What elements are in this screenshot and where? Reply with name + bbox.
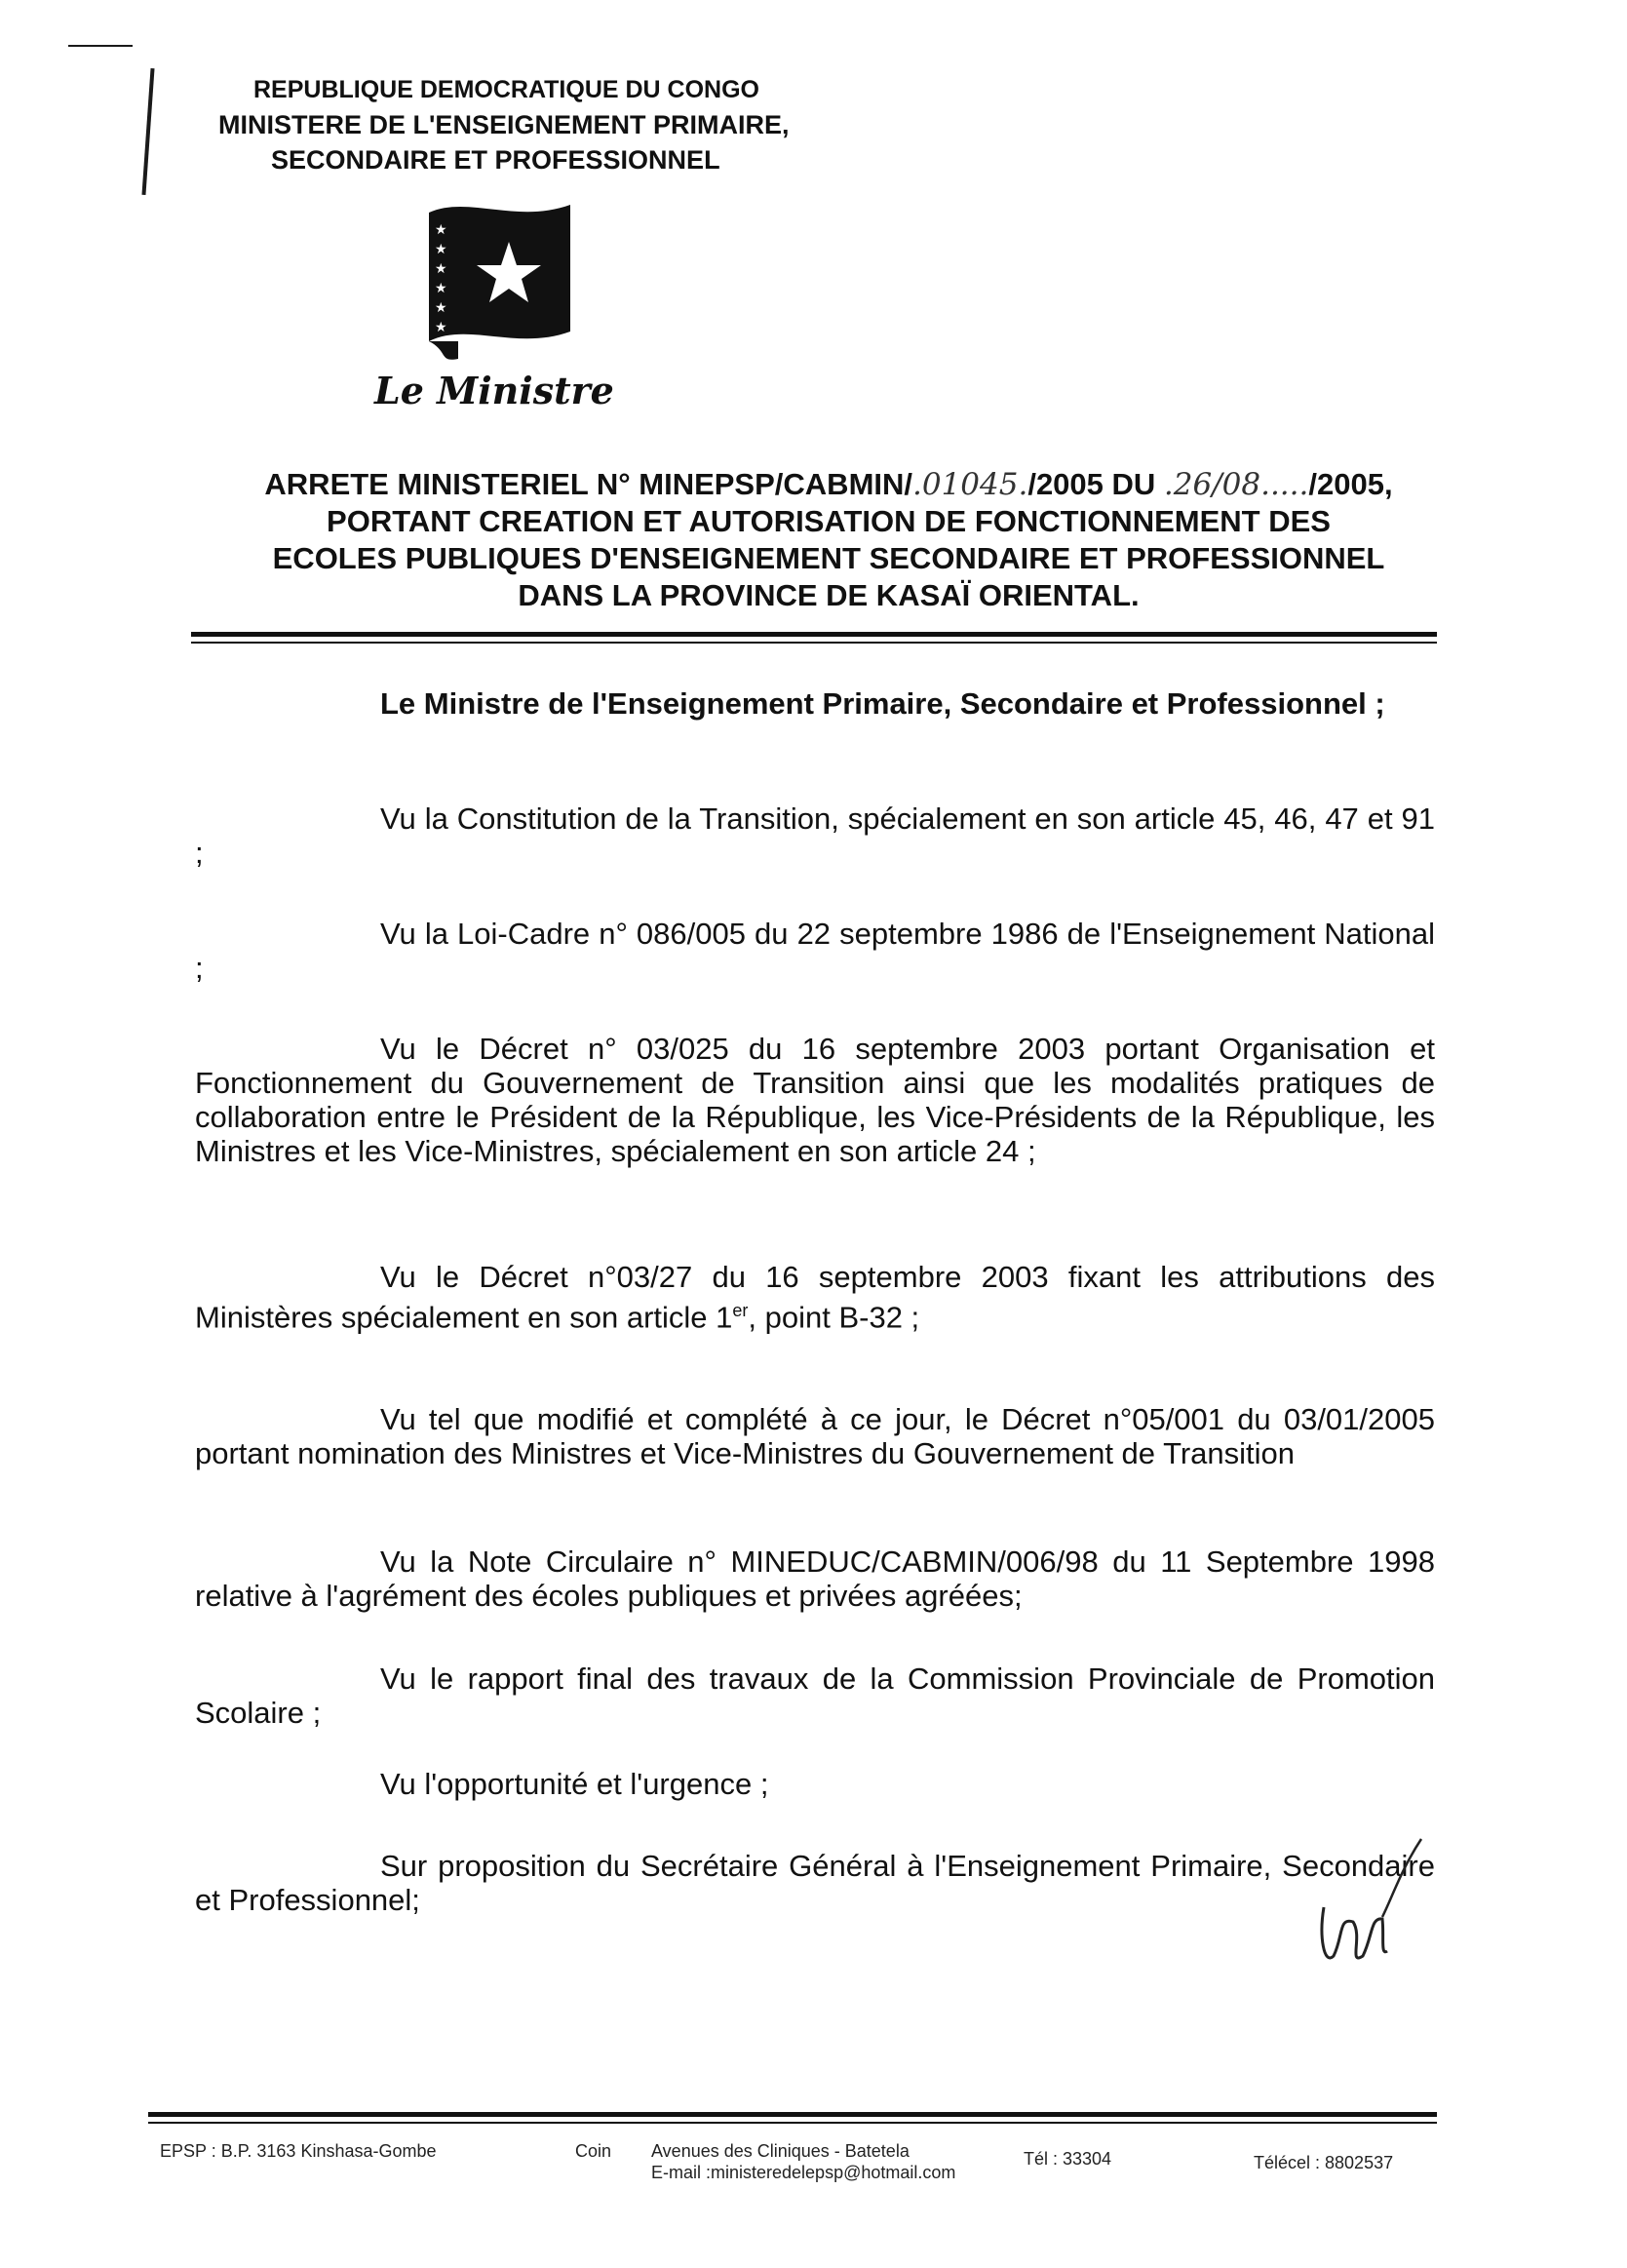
ministry-name-cont: SECONDAIRE ET PROFESSIONNEL [271,145,720,175]
footer-avenues: Avenues des Cliniques - Batetela [651,2141,910,2161]
proposition-text: Sur proposition du Secrétaire Général à l'Enseignement Primaire, Secondaire et Professionnel; [195,1849,1435,1917]
constitution-text: Vu la Constitution de la Transition, spécialement en son article 45, 46, 47 et 91 ; [195,802,1435,870]
intro-paragraph [195,686,1385,721]
rapport-text: Vu le rapport final des travaux de la Commission Provinciale de Promotion Scolaire ; [195,1662,1435,1730]
signature-mark [1304,1829,1441,1975]
paragraph-note-circulaire [195,1545,1435,1613]
svg-text:★: ★ [435,300,447,316]
svg-text:★: ★ [435,222,447,238]
superscript: er [732,1301,749,1320]
scan-speck [68,45,133,47]
svg-text:★: ★ [435,320,447,335]
arrete-line4: DANS LA PROVINCE DE KASAÏ ORIENTAL. [518,578,1140,612]
title-divider-thin [191,642,1437,644]
footer-email: E-mail :ministeredelepsp@hotmail.com [651,2163,956,2182]
svg-text:★: ★ [435,242,447,257]
svg-text:★: ★ [435,261,447,277]
arrete-title [195,466,1462,614]
arrete-line3: ECOLES PUBLIQUES D'ENSEIGNEMENT SECONDAIRE ET PROFESSIONNEL [272,541,1385,575]
arrete-prefix: ARRETE MINISTERIEL N° MINEPSP/CABMIN/ [264,467,912,501]
flag-star-icon [429,195,575,363]
handwritten-date: .26/08..... [1163,467,1309,502]
arrete-line2: PORTANT CREATION ET AUTORISATION DE FONCTIONNEMENT DES [327,504,1331,538]
footer-divider-thin [148,2122,1437,2124]
footer-tel: Tél : 33304 [1024,2149,1112,2169]
minister-title: Le Ministre [374,369,614,412]
margin-mark [141,68,154,195]
paragraph-decret-025 [195,1032,1435,1168]
urgence-text: Vu l'opportunité et l'urgence ; [380,1767,769,1801]
handwritten-number: .01045. [912,467,1028,502]
paragraph-decret-05 [195,1402,1435,1470]
arrete-line1 [195,466,1462,503]
decret-027-text-end: , point B-32 ; [748,1300,920,1335]
paragraph-proposition [195,1849,1435,1917]
note-text: Vu la Note Circulaire n° MINEDUC/CABMIN/006/98 du 11 Septembre 1998 relative à l'agrément des écoles publiques et privées agréées; [195,1545,1435,1613]
intro-text: Le Ministre de l'Enseignement Primaire, Secondaire et Professionnel ; [380,686,1385,721]
footer-divider [148,2112,1437,2117]
paragraph-constitution [195,802,1435,870]
paragraph-urgence [195,1767,768,1801]
paragraph-loi-cadre [195,917,1435,985]
decret-027-text: Vu le Décret n°03/27 du 16 septembre 2003 fixant les attributions des Ministères spécialement en son article 1 [195,1260,1435,1335]
title-divider [191,632,1437,637]
footer-address: EPSP : B.P. 3163 Kinshasa-Gombe [160,2141,437,2161]
republic-name: REPUBLIQUE DEMOCRATIQUE DU CONGO [253,76,759,103]
loi-cadre-text: Vu la Loi-Cadre n° 086/005 du 22 septembre 1986 de l'Enseignement National ; [195,917,1435,985]
paragraph-decret-027 [195,1260,1435,1334]
footer-telecel: Télécel : 8802537 [1254,2153,1394,2172]
ministry-name: MINISTERE DE L'ENSEIGNEMENT PRIMAIRE, [218,110,790,139]
svg-text:★: ★ [435,281,447,296]
letterhead [214,72,789,177]
arrete-year-end: /2005, [1308,467,1393,501]
arrete-year: /2005 DU [1027,467,1164,501]
paragraph-rapport [195,1662,1435,1730]
footer-coin: Coin [575,2141,612,2161]
decret-025-text: Vu le Décret n° 03/025 du 16 septembre 2003 portant Organisation et Fonctionnement du Gouvernement de Transition ainsi que les modalités pratiques de collaboration entre le Président de la République, les Vice-Présidents de la République, les Ministres et les Vice-Ministres, spécialement en son article 24 ; [195,1032,1435,1168]
decret-05-text: Vu tel que modifié et complété à ce jour, le Décret n°05/001 du 03/01/2005 portant nomination des Ministres et Vice-Ministres du Gouvernement de Transition [195,1402,1435,1470]
